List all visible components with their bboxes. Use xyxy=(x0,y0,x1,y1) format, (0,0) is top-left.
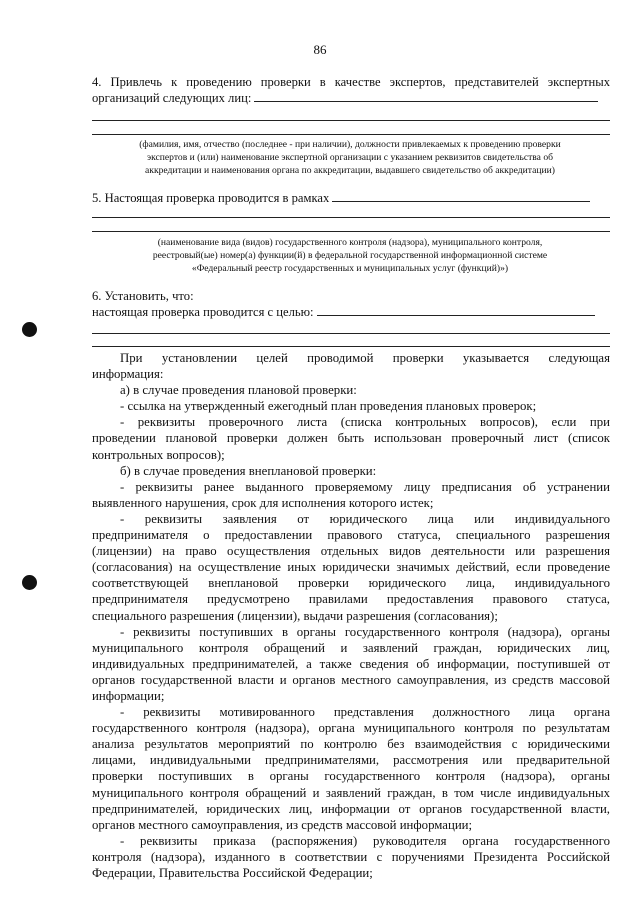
text-line: органов государственной власти и органов местного самоуправления, из средств массовой xyxy=(92,672,610,687)
item-4-note-line: (фамилия, имя, отчество (последнее - при наличии), должности привлекаемых к проведению проверки xyxy=(139,139,561,150)
text-line: муниципального контроля обращений и заявлений граждан, в том числе индивидуальных xyxy=(92,785,610,800)
text-line: - реквизиты ранее выданного проверяемому лицу предписания об устранении xyxy=(120,479,610,494)
item-5-line-1 xyxy=(92,190,610,206)
text-line: информация: xyxy=(92,367,164,382)
body-text xyxy=(92,350,610,881)
text-line: муниципального контроля обращений и заявлений граждан, юридических лиц, xyxy=(92,640,610,655)
text-line: лицами, индивидуальными предпринимателями, рассмотрения или предварительной xyxy=(92,753,610,768)
paragraph-5: б) в случае проведения внеплановой проверки: xyxy=(120,463,377,478)
text-line: соответствующей внеплановой проверки юридического лица, индивидуального xyxy=(92,576,610,591)
item-5-note-line: (наименование вида (видов) государственного контроля (надзора), муниципального контроля, xyxy=(157,237,543,248)
item-4-line-2-text: организаций следующих лиц: xyxy=(92,91,252,105)
item-4-note xyxy=(100,138,600,177)
item-6-blank-line-1 xyxy=(92,333,610,334)
item-4-line-2 xyxy=(92,90,610,106)
item-6 xyxy=(92,288,610,320)
text-line: информации; xyxy=(92,688,165,703)
text-line: предпринимателя о предоставлении правового статуса, специального разрешения xyxy=(92,528,610,543)
item-4-note-line: экспертов и (или) наименование экспертной организации с указанием реквизитов свидетельства об xyxy=(146,152,554,163)
item-6-line-1: 6. Установить, что: xyxy=(92,289,194,303)
text-line: (лицензии) на право осуществления отдельных видов деятельности или разрешения xyxy=(92,544,610,559)
paragraph-2: а) в случае проведения плановой проверки: xyxy=(120,383,357,398)
item-6-fill-line xyxy=(317,305,595,316)
punch-hole xyxy=(22,575,37,590)
text-line: предпринимателей, юридических лиц, информации от органов государственной власти, xyxy=(92,801,610,816)
text-line: При установлении целей проводимой проверки указывается следующая xyxy=(120,351,610,365)
paragraph-1 xyxy=(92,350,610,382)
text-line: анализа результатов мероприятий по контролю без взаимодействия с юридическими xyxy=(92,737,610,752)
punch-hole xyxy=(22,322,37,337)
text-line: органов местного самоуправления, из средств массовой информации; xyxy=(92,817,473,832)
paragraph-3: - ссылка на утвержденный ежегодный план проведения плановых проверок; xyxy=(120,399,537,414)
item-4 xyxy=(92,74,610,106)
item-5-blank-line-2 xyxy=(92,231,610,232)
item-5-note-line: «Федеральный реестр государственных и муниципальных услуг (функций)») xyxy=(191,263,509,274)
item-4-blank-line-2 xyxy=(92,134,610,135)
text-line: - реквизиты мотивированного представления должностного лица органа xyxy=(120,705,610,720)
text-line: индивидуальных предпринимателей, а также сведения об информации, поступившей от xyxy=(92,656,610,671)
text-line: проведении плановой проверки должен быть использован проверочный лист (список xyxy=(92,431,610,446)
item-5-note xyxy=(100,236,600,275)
item-6-blank-line-2 xyxy=(92,346,610,347)
item-4-blank-line-1 xyxy=(92,120,610,121)
text-line: Федерации, Правительства Российской Федерации; xyxy=(92,866,373,880)
text-line: - реквизиты заявления от юридического лица или индивидуального xyxy=(120,511,610,526)
item-5-fill-line xyxy=(332,191,590,202)
item-5-note-line: реестровый(ые) номер(а) функции(й) в федеральной государственной информационной системе xyxy=(152,250,548,261)
text-line: - реквизиты проверочного листа (списка контрольных вопросов), если при xyxy=(120,415,610,430)
text-line: предпринимателя предусмотрено правилами предоставления правового статуса, xyxy=(92,592,610,607)
paragraph-9 xyxy=(92,704,610,833)
text-line: специального разрешения (лицензии), выдачи разрешения (согласования); xyxy=(92,608,498,623)
text-line: (согласования) на осуществление иных юридически значимых действий, если проведение xyxy=(92,560,610,575)
item-4-fill-line xyxy=(254,91,598,102)
item-6-line-2-text: настоящая проверка проводится с целью: xyxy=(92,305,314,319)
item-5 xyxy=(92,190,610,206)
text-line: государственного контроля (надзора), органа муниципального контроля по результатам xyxy=(92,721,610,736)
item-4-line-1: 4. Привлечь к проведению проверки в качестве экспертов, представителей экспертных xyxy=(92,75,610,89)
item-4-note-line: аккредитации и наименования органа по аккредитации, выдавшего свидетельство об аккредитации) xyxy=(145,165,555,176)
item-6-line-2 xyxy=(92,304,610,320)
paragraph-10 xyxy=(92,833,610,881)
text-line: контроля (надзора), изданного в соответствии с поручениями Президента Российской xyxy=(92,849,610,864)
text-line: выявленного нарушения, срок для исполнения которого истек; xyxy=(92,495,434,510)
text-line: контрольных вопросов); xyxy=(92,447,225,462)
paragraph-8 xyxy=(92,624,610,704)
paragraph-7 xyxy=(92,511,610,624)
text-line: - реквизиты поступивших в органы государственного контроля (надзора), органы xyxy=(120,624,610,639)
item-5-blank-line-1 xyxy=(92,217,610,218)
text-line: - реквизиты приказа (распоряжения) руководителя органа государственного xyxy=(120,833,610,848)
page-number: 86 xyxy=(313,42,327,57)
paragraph-6 xyxy=(92,479,610,511)
text-line: проверки поступивших в органы государственного контроля (надзора), органы xyxy=(92,769,610,784)
paragraph-4 xyxy=(92,414,610,462)
item-5-line-1-text: 5. Настоящая проверка проводится в рамках xyxy=(92,191,330,205)
